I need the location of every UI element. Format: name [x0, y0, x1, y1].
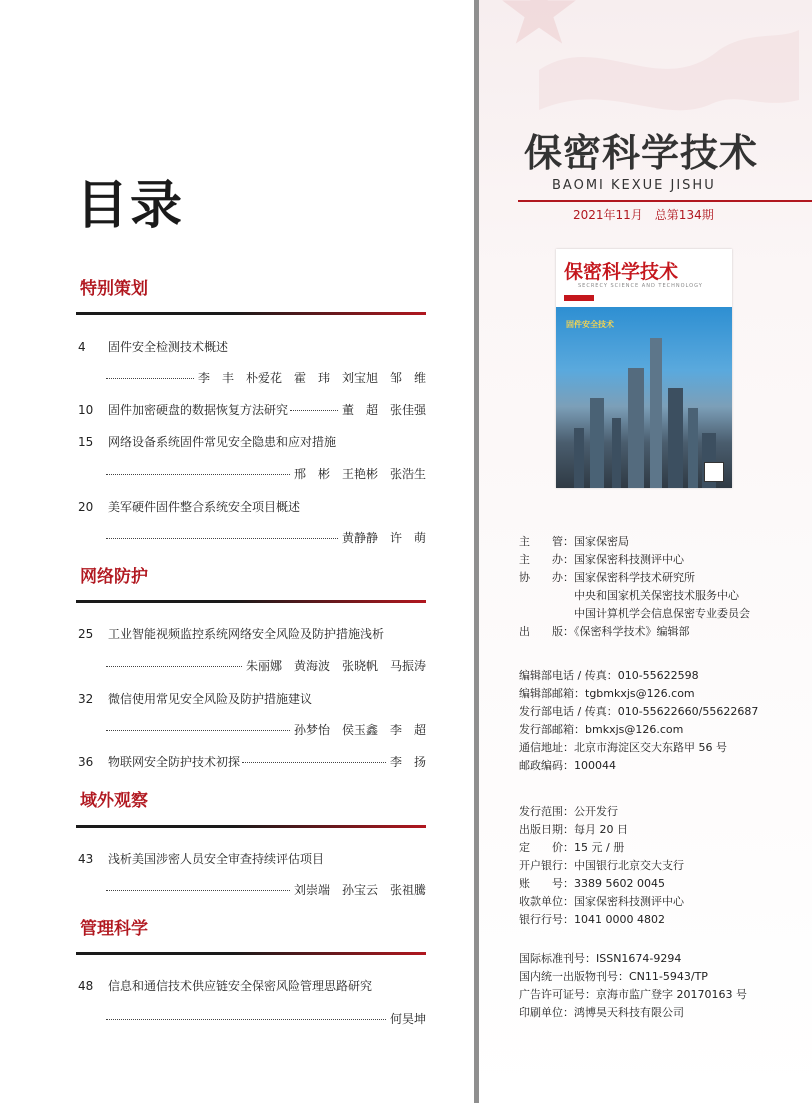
info-line: 国际标准刊号：ISSN1674-9294 [519, 952, 682, 965]
toc-entry-authors-line [106, 529, 426, 547]
toc-entry[interactable] [78, 338, 426, 356]
section-divider [76, 952, 426, 955]
toc-entry-page: 4 [78, 340, 86, 354]
issue-info: 2021年11月 总第134期 [573, 208, 714, 222]
cover-cityscape [556, 307, 732, 488]
cover-feature: 固件安全技术 [566, 320, 614, 329]
info-line: 收款单位：国家保密科技测评中心 [519, 895, 684, 908]
leader-dots [106, 665, 242, 667]
toc-entry[interactable] [78, 401, 426, 419]
toc-entry-title: 固件安全检测技术概述 [108, 340, 229, 354]
toc-entry[interactable] [78, 690, 426, 708]
building-shape [688, 408, 698, 488]
building-shape [650, 338, 662, 488]
info-line: 邮政编码：100044 [519, 759, 616, 772]
toc-entry[interactable] [78, 850, 426, 868]
toc-entry-authors-line [106, 465, 426, 483]
toc-entry-title: 浅析美国涉密人员安全审查持续评估项目 [108, 852, 325, 866]
section-divider [76, 825, 426, 828]
leader-dots [106, 729, 290, 731]
info-line: 印刷单位：鸿博昊天科技有限公司 [519, 1006, 684, 1019]
toc-entry-authors: 董 超 张佳强 [341, 403, 426, 417]
section-heading-abroad: 域外观察 [80, 791, 148, 811]
toc-entry-page: 15 [78, 435, 94, 449]
contact-block [519, 667, 758, 775]
toc-entry-title: 工业智能视频监控系统网络安全风险及防护措施浅析 [108, 627, 385, 641]
toc-entry-authors: 黄静静 许 萌 [341, 531, 426, 545]
toc-entry-title: 网络设备系统固件常见安全隐患和应对措施 [108, 435, 337, 449]
info-line: 广告许可证号：京海市监广登字 20170163 号 [519, 988, 747, 1001]
toc-entry-title: 信息和通信技术供应链安全保密风险管理思路研究 [108, 979, 373, 993]
info-line: 出版日期：每月 20 日 [519, 823, 628, 836]
toc-entry-authors: 朱丽娜 黄海波 张晓帆 马振涛 [245, 659, 426, 673]
info-line: 编辑部邮箱：tgbmkxjs@126.com [519, 687, 695, 700]
info-line: 中国计算机学会信息保密专业委员会 [519, 607, 750, 620]
toc-entry-page: 20 [78, 500, 94, 514]
flag-decoration-icon [539, 10, 799, 120]
toc-entry-authors-line [106, 657, 426, 675]
section-divider [76, 600, 426, 603]
toc-entry-authors: 邢 彬 王艳彬 张浩生 [293, 467, 426, 481]
toc-entry-authors: 李 扬 [389, 755, 426, 769]
cover-subtitle: SECRECY SCIENCE AND TECHNOLOGY [578, 283, 703, 289]
info-line: 开户银行：中国银行北京交大支行 [519, 859, 684, 872]
info-line: 银行行号：1041 0000 4802 [519, 913, 665, 926]
magazine-pinyin: BAOMI KEXUE JISHU [552, 178, 716, 193]
building-shape [628, 368, 644, 488]
toc-entry-authors: 李 丰 朴爱花 霍 玮 刘宝旭 邹 维 [197, 371, 426, 385]
toc-entry[interactable] [78, 498, 426, 516]
cover-title: 保密科学技术 [564, 261, 679, 283]
toc-entry-authors-line [106, 721, 426, 739]
leader-dots [106, 1018, 386, 1020]
toc-entry-page: 25 [78, 627, 94, 641]
toc-entry-authors: 何昊坤 [389, 1012, 426, 1026]
info-line: 协 办：国家保密科学技术研究所 [519, 571, 695, 584]
building-shape [668, 388, 683, 488]
info-line: 出 版：《保密科学技术》编辑部 [519, 625, 690, 638]
leader-dots [106, 537, 338, 539]
building-shape [612, 418, 621, 488]
toc-entry-authors-line [106, 881, 426, 899]
section-heading-management: 管理科学 [80, 919, 148, 939]
toc-entry-page: 48 [78, 979, 94, 993]
info-line: 主 管：国家保密局 [519, 535, 629, 548]
building-shape [574, 428, 584, 488]
info-line: 编辑部电话 / 传真：010-55622598 [519, 669, 699, 682]
info-line: 定 价：15 元 / 册 [519, 841, 625, 854]
info-line: 主 办：国家保密科技测评中心 [519, 553, 684, 566]
cover-badge [564, 295, 594, 301]
magazine-title: 保密科学技术 [524, 130, 759, 175]
info-line: 发行部邮箱：bmkxjs@126.com [519, 723, 684, 736]
info-line: 发行部电话 / 传真：010-55622660/55622687 [519, 705, 759, 718]
toc-entry-page: 36 [78, 755, 94, 769]
toc-entry-page: 32 [78, 692, 94, 706]
toc-entry-authors-line [106, 369, 426, 387]
leader-dots [106, 889, 290, 891]
toc-entry[interactable] [78, 433, 426, 451]
toc-entry-title: 物联网安全防护技术初探 [108, 755, 241, 769]
section-heading-network: 网络防护 [80, 567, 148, 587]
toc-entry-title: 美军硬件固件整合系统安全项目概述 [108, 500, 301, 514]
qr-code-icon [704, 462, 724, 482]
toc-entry-authors-line [106, 1010, 426, 1028]
cover-image [556, 249, 732, 488]
leader-dots [106, 473, 290, 475]
toc-entry[interactable] [78, 753, 426, 771]
toc-entry-authors: 孙梦怡 侯玉鑫 李 超 [293, 723, 426, 737]
info-line: 账 号：3389 5602 0045 [519, 877, 665, 890]
section-heading-special: 特别策划 [80, 279, 148, 299]
info-line: 通信地址：北京市海淀区交大东路甲 56 号 [519, 741, 727, 754]
registration-block [519, 950, 747, 1022]
publish-block [519, 803, 684, 929]
building-shape [590, 398, 604, 488]
info-line: 中央和国家机关保密技术服务中心 [519, 589, 739, 602]
leader-dots [242, 761, 386, 763]
toc-entry-title: 固件加密硬盘的数据恢复方法研究 [108, 403, 289, 417]
toc-entry-title: 微信使用常见安全风险及防护措施建议 [108, 692, 313, 706]
leader-dots [106, 377, 194, 379]
toc-heading: 目录 [76, 175, 185, 236]
title-rule [518, 200, 812, 202]
toc-entry-page: 10 [78, 403, 94, 417]
info-line: 国内统一出版物刊号：CN11-5943/TP [519, 970, 708, 983]
staff-block [519, 533, 750, 641]
toc-entry[interactable] [78, 625, 426, 643]
toc-entry-page: 43 [78, 852, 94, 866]
toc-entry-authors: 刘崇端 孙宝云 张祖騰 [293, 883, 426, 897]
info-line: 发行范围：公开发行 [519, 805, 618, 818]
toc-entry[interactable] [78, 977, 426, 995]
section-divider [76, 312, 426, 315]
leader-dots [290, 409, 338, 411]
